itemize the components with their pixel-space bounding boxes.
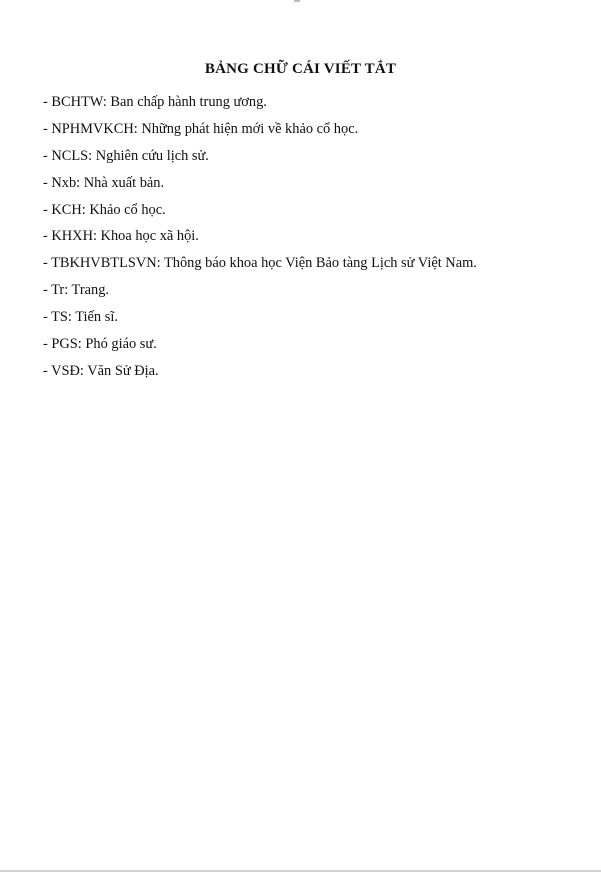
abbreviation-list bbox=[43, 89, 477, 385]
abbreviation-item-bchtw: - BCHTW: Ban chấp hành trung ương. bbox=[43, 94, 267, 110]
page-title: BẢNG CHỮ CÁI VIẾT TẮT bbox=[204, 61, 397, 77]
abbreviation-item-tbkhvbtlsvn: - TBKHVBTLSVN: Thông báo khoa học Viện Bảo tàng Lịch sử Việt Nam. bbox=[43, 255, 477, 272]
abbreviation-item-kch: - KCH: Khảo cổ học. bbox=[43, 201, 166, 218]
abbreviation-item-nphmvkch: - NPHMVKCH: Những phát hiện mới về khảo cổ học. bbox=[43, 120, 359, 137]
abbreviation-item-vsd: - VSĐ: Văn Sử Địa. bbox=[43, 362, 159, 379]
abbreviation-item-pgs: - PGS: Phó giáo sư. bbox=[43, 336, 157, 353]
abbreviation-item-ncls: - NCLS: Nghiên cứu lịch sử. bbox=[43, 147, 209, 164]
abbreviation-item-ts: - TS: Tiến sĩ. bbox=[43, 309, 118, 326]
abbreviation-item-tr: - Tr: Trang. bbox=[43, 282, 109, 299]
page-top-mark bbox=[294, 0, 300, 2]
abbreviation-item-nxb: - Nxb: Nhà xuất bản. bbox=[43, 174, 165, 191]
abbreviation-item-khxh: - KHXH: Khoa học xã hội. bbox=[43, 228, 199, 245]
